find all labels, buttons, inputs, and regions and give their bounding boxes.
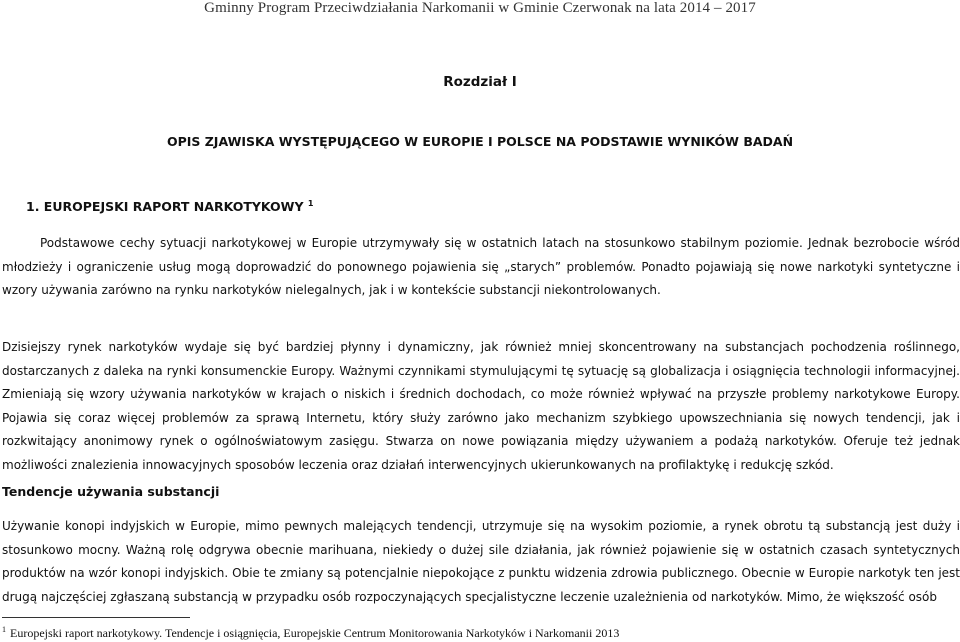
section-heading [26,199,313,215]
footnote-text: Europejski raport narkotykowy. Tendencje i osiągnięcia, Europejskie Centrum Monitorowania Narkotyków i Narkomanii 2013 [10,626,620,640]
sub-heading-trends: Tendencje używania substancji [2,484,220,499]
chapter-title: Rozdział I [443,74,517,90]
chapter-subtitle: OPIS ZJAWISKA WYSTĘPUJĄCEGO W EUROPIE I POLSCE NA PODSTAWIE WYNIKÓW BADAŃ [166,134,794,149]
paragraph-cannabis: Używanie konopi indyjskich w Europie, mimo pewnych malejących tendencji, utrzymuje się na wysokim poziomie, a rynek obrotu tą substancją jest duży i stosunkowo mocny. Ważną rolę odgrywa obecnie marihuana, niekiedy o dużej sile działania, jak również pojawienie się w ostatnich czasach syntetycznych produktów na wzór konopi indyjskich. Obie te zmiany są potencjalnie niepokojące z punktu widzenia zdrowia publicznego. Obecnie w Europie narkotyk ten jest drugą najczęściej zgłaszaną substancją w przypadku osób rozpoczynających specjalistyczne leczenie uzależnienia od narkotyków. Mimo, że większość osób [2,519,960,604]
footnote [2,625,619,641]
footnote-reference[interactable]: 1 [307,198,314,208]
paragraph-intro-text: Podstawowe cechy sytuacji narkotykowej w Europie utrzymywały się w ostatnich latach na stosunkowo stabilnym poziomie. Jednak bezrobocie wśród młodzieży i ograniczenie usług mogą doprowadzić do ponownego pojawienia się „starych” problemów. Ponadto pojawiają się nowe narkotyki syntetyczne i wzory używania zarówno na rynku narkotyków nielegalnych, jak i w kontekście substancji niekontrolowanych. [2,236,960,297]
section-heading-text: 1. EUROPEJSKI RAPORT NARKOTYKOWY [26,199,304,214]
paragraph-market: Dzisiejszy rynek narkotyków wydaje się być bardziej płynny i dynamiczny, jak również mniej skoncentrowany na substancjach pochodzenia roślinnego, dostarczanych z daleka na rynki konsumenckie Europy. Ważnymi czynnikami stymulującymi tę sytuację są globalizacja i osiągnięcia technologii informacyjnej. Zmieniają się wzory używania narkotyków w krajach o niskich i średnich dochodach, co może również wpływać na przyszłe problemy narkotykowe Europy. Pojawia się coraz więcej problemów za sprawą Internetu, który służy zarówno jako mechanizm szybkiego upowszechniania się nowych tendencji, jak i rozkwitający anonimowy rynek o ogólnoświatowym zasięgu. Stwarza on nowe powiązania między używaniem a podażą narkotyków. Oferuje też jednak możliwości znalezienia innowacyjnych sposobów leczenia oraz działań interwencyjnych ukierunkowanych na profilaktykę i redukcję szkód. [2,340,960,472]
running-header: Gminny Program Przeciwdziałania Narkomanii w Gminie Czerwonak na lata 2014 – 2017 [204,0,756,16]
footnote-divider [2,617,190,618]
footnote-number: 1 [2,625,6,634]
paragraph-intro [2,232,960,303]
